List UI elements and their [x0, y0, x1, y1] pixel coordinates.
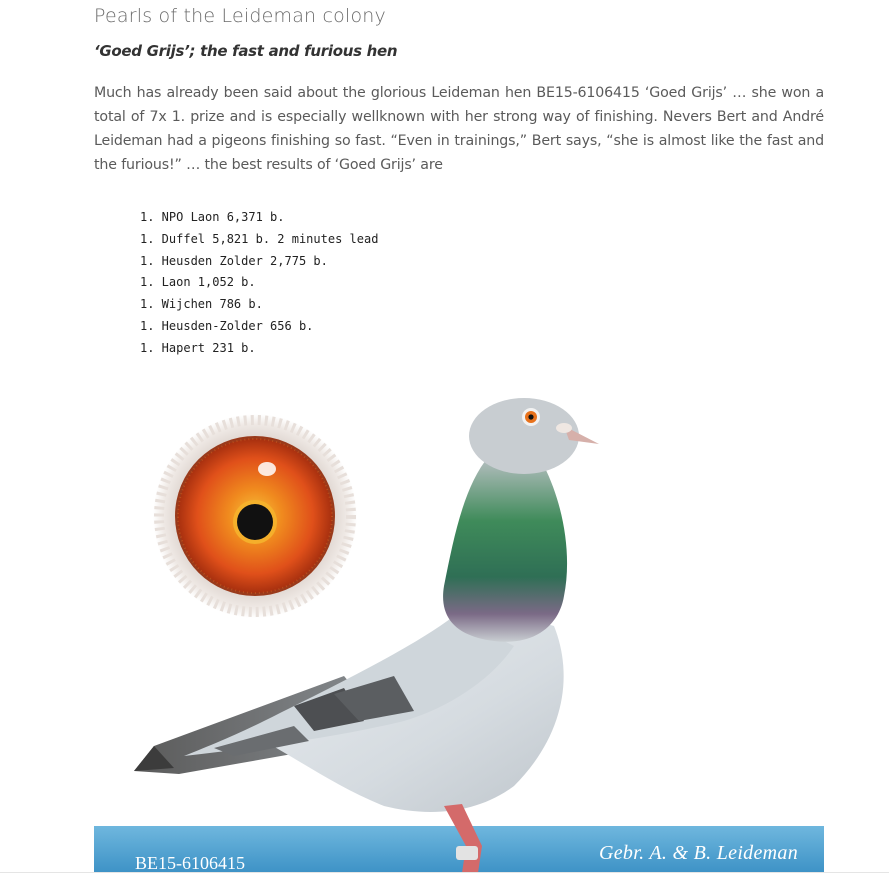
result-item: 1. Wijchen 786 b.: [140, 297, 263, 312]
result-item: 1. Hapert 231 b.: [140, 340, 256, 355]
result-item: 1. Laon 1,052 b.: [140, 275, 256, 290]
eye-closeup: [153, 414, 357, 618]
article-subtitle: ‘Goed Grijs’; the fast and furious hen: [94, 42, 398, 60]
pigeon-illustration: [94, 376, 824, 873]
article-title: Pearls of the Leideman colony: [94, 5, 386, 27]
breeder-caption: Gebr. A. & B. Leideman: [599, 842, 798, 864]
result-item: 1. Heusden-Zolder 656 b.: [140, 318, 314, 333]
article-paragraph: Much has already been said about the glorious Leideman hen BE15-6106415 ‘Goed Grijs’ … she won a total of 7x 1. prize and is especially wellknown with her strong way of finishing. Nevers Bert and André Leideman had a pigeons finishing so fast. “Even in trainings,” Bert says, “she is almost like the fast and the furious!” … the best results of ‘Goed Grijs’ are: [94, 85, 824, 173]
result-item: 1. Heusden Zolder 2,775 b.: [140, 253, 328, 268]
pigeon-photo: [94, 376, 824, 873]
result-item: 1. NPO Laon 6,371 b.: [140, 210, 285, 224]
result-item: 1. Duffel 5,821 b. 2 minutes lead: [140, 231, 379, 246]
ring-number-caption: BE15-6106415: [135, 853, 245, 873]
results-list: [140, 207, 378, 360]
